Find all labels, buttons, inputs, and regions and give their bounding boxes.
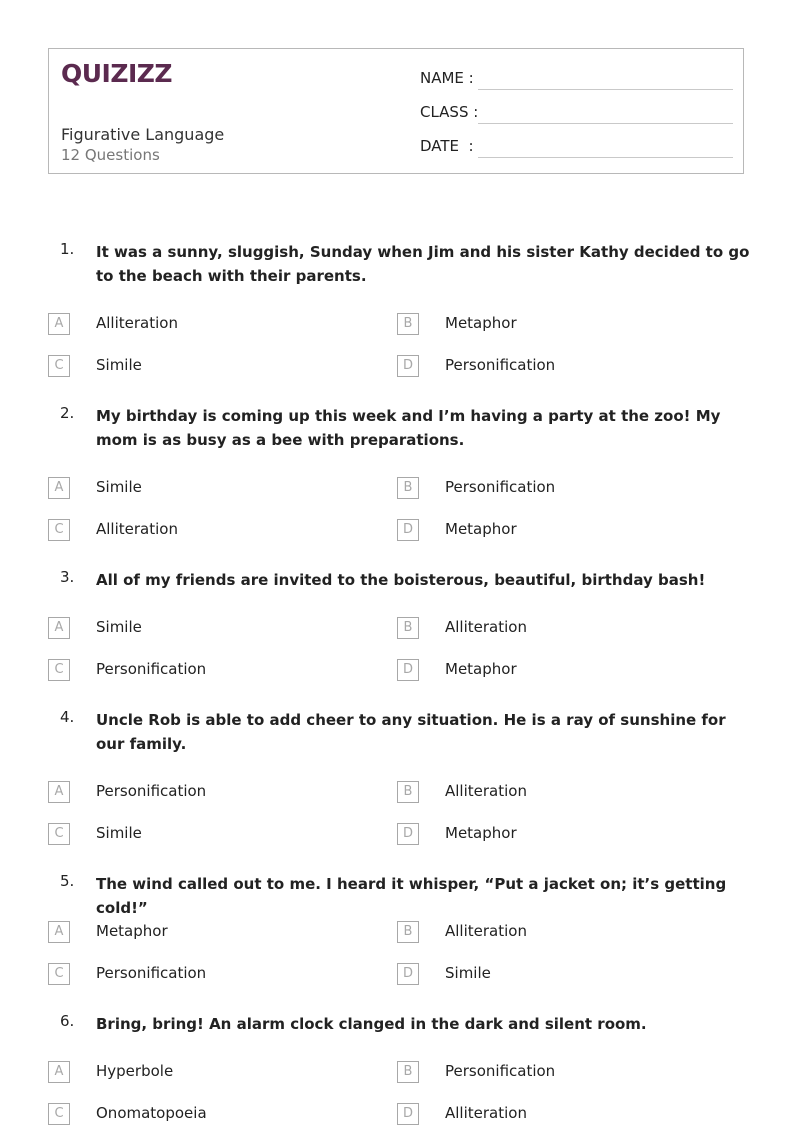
question-number: 3. — [60, 568, 75, 586]
option-text: Metaphor — [445, 520, 517, 538]
option-letter-box: D — [397, 659, 419, 681]
option-letter-box: A — [48, 921, 70, 943]
option-text: Alliteration — [96, 314, 178, 332]
option-text: Personification — [445, 356, 556, 374]
option-letter-box: B — [397, 921, 419, 943]
option-letter-box: B — [397, 1061, 419, 1083]
date-line — [478, 157, 733, 158]
option-letter-box: D — [397, 355, 419, 377]
quizizz-logo: QUIZIZZ — [61, 59, 173, 88]
question-number: 4. — [60, 708, 75, 726]
option-text: Alliteration — [445, 618, 527, 636]
option-text: Personification — [445, 478, 556, 496]
option-text: Alliteration — [445, 1104, 527, 1122]
question-number: 1. — [60, 240, 75, 258]
option-letter-box: A — [48, 617, 70, 639]
option-letter-box: B — [397, 781, 419, 803]
option-letter-box: D — [397, 963, 419, 985]
option-letter-box: B — [397, 477, 419, 499]
option-text: Alliteration — [445, 782, 527, 800]
question-text: My birthday is coming up this week and I’m having a party at the zoo! My mom is as busy as a bee with preparations. — [96, 407, 721, 449]
question-number: 2. — [60, 404, 75, 422]
class-field[interactable] — [420, 101, 733, 135]
worksheet-title: Figurative Language — [61, 125, 225, 144]
option-text: Simile — [96, 478, 142, 496]
option-text: Metaphor — [445, 314, 517, 332]
question-number: 5. — [60, 872, 75, 890]
student-info-fields — [420, 67, 733, 169]
option-letter-box: A — [48, 313, 70, 335]
option-letter-box: C — [48, 823, 70, 845]
option-letter-box: C — [48, 519, 70, 541]
option-letter-box: C — [48, 1103, 70, 1125]
option-text: Simile — [445, 964, 491, 982]
option-text: Simile — [96, 356, 142, 374]
worksheet-header — [48, 48, 744, 174]
name-field[interactable] — [420, 67, 733, 101]
option-letter-box: C — [48, 963, 70, 985]
option-text: Metaphor — [445, 660, 517, 678]
option-text: Simile — [96, 618, 142, 636]
option-text: Simile — [96, 824, 142, 842]
class-label: CLASS : — [420, 103, 479, 121]
question-text: Bring, bring! An alarm clock clanged in the dark and silent room. — [96, 1015, 647, 1033]
question-text: It was a sunny, sluggish, Sunday when Jim and his sister Kathy decided to go to the beach with their parents. — [96, 243, 750, 285]
name-line — [478, 89, 733, 90]
question-count: 12 Questions — [61, 146, 160, 164]
option-text: Metaphor — [445, 824, 517, 842]
option-letter-box: B — [397, 617, 419, 639]
option-text: Metaphor — [96, 922, 168, 940]
option-letter-box: A — [48, 477, 70, 499]
option-letter-box: A — [48, 781, 70, 803]
option-text: Hyperbole — [96, 1062, 174, 1080]
option-text: Onomatopoeia — [96, 1104, 207, 1122]
option-text: Personification — [96, 660, 207, 678]
question-text: All of my friends are invited to the boisterous, beautiful, birthday bash! — [96, 571, 706, 589]
question-number: 6. — [60, 1012, 75, 1030]
option-letter-box: C — [48, 355, 70, 377]
option-letter-box: D — [397, 1103, 419, 1125]
option-text: Personification — [96, 964, 207, 982]
option-letter-box: A — [48, 1061, 70, 1083]
option-text: Personification — [445, 1062, 556, 1080]
question-text: Uncle Rob is able to add cheer to any situation. He is a ray of sunshine for our family. — [96, 711, 726, 753]
question-text: The wind called out to me. I heard it whisper, “Put a jacket on; it’s getting cold!” — [96, 875, 727, 917]
option-letter-box: C — [48, 659, 70, 681]
date-label: DATE : — [420, 137, 474, 155]
option-text: Alliteration — [96, 520, 178, 538]
option-letter-box: D — [397, 519, 419, 541]
option-letter-box: B — [397, 313, 419, 335]
name-label: NAME : — [420, 69, 474, 87]
option-text: Alliteration — [445, 922, 527, 940]
option-text: Personification — [96, 782, 207, 800]
option-letter-box: D — [397, 823, 419, 845]
date-field[interactable] — [420, 135, 733, 169]
class-line — [478, 123, 733, 124]
